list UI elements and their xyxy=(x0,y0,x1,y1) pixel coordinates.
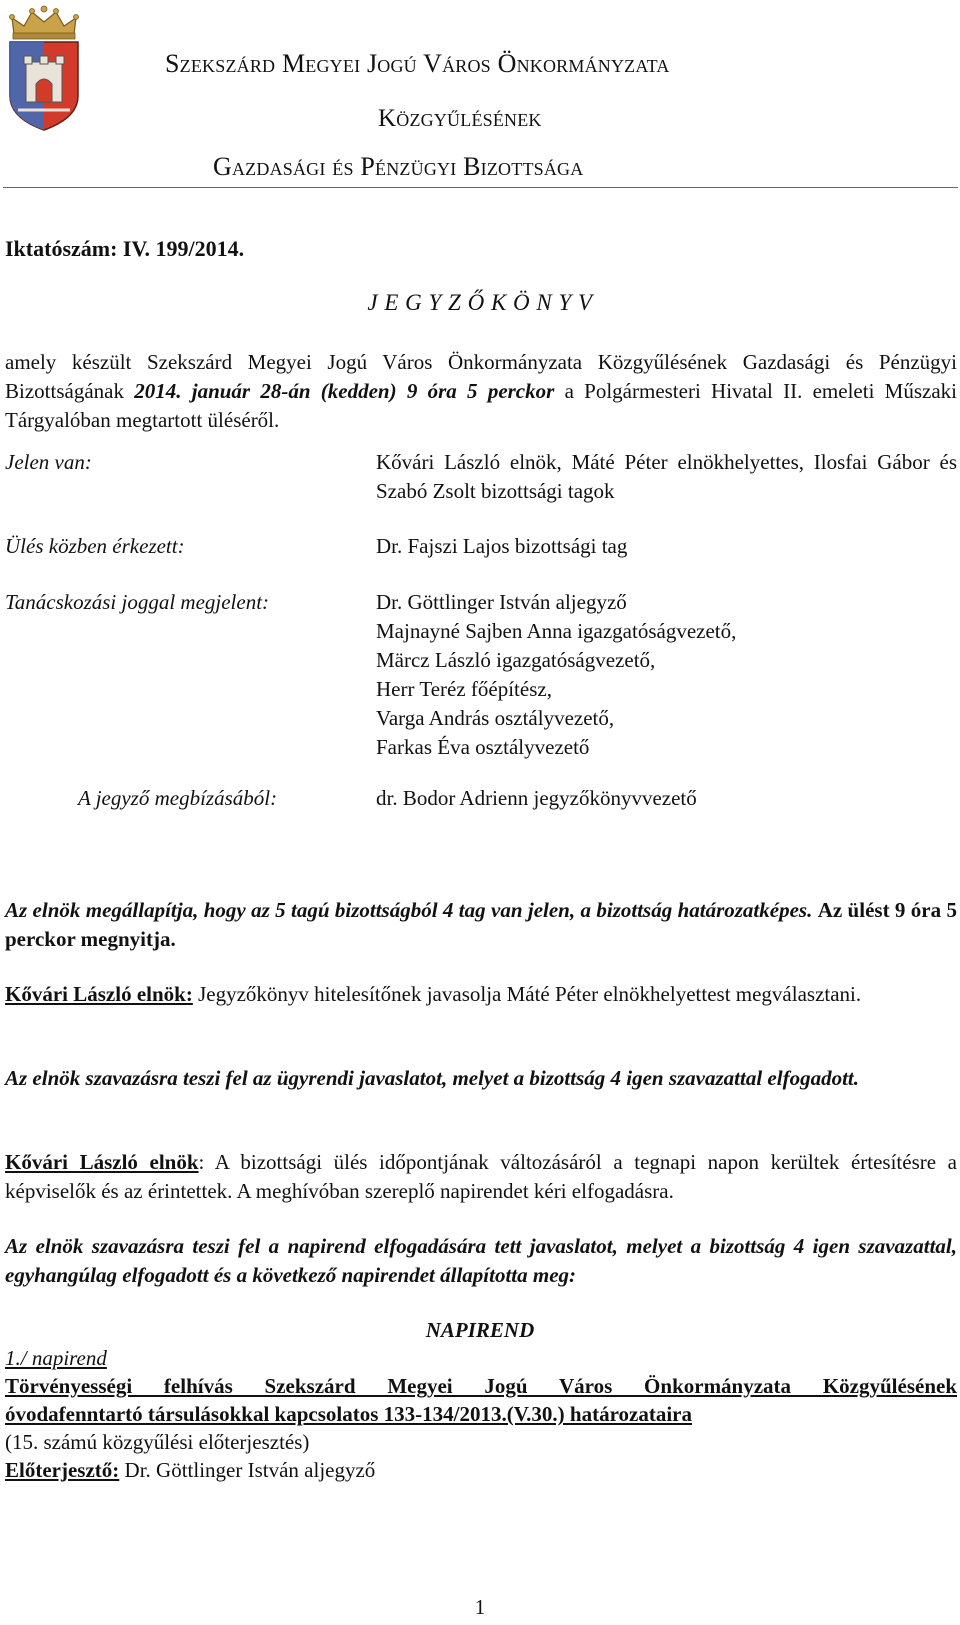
present-label: Jelen van: xyxy=(5,450,92,474)
present-value: Kővári László elnök, Máté Péter elnökhelyettes, Ilosfai Gábor és Szabó Zsolt bizottsági tagok xyxy=(376,450,957,503)
presenter-name: Dr. Göttlinger István aljegyző xyxy=(119,1458,376,1482)
chair-paragraph-2 xyxy=(5,1148,957,1206)
presenter-label: Előterjesztő: xyxy=(5,1458,120,1482)
page-number: 1 xyxy=(474,1595,486,1619)
advisory-item: Varga András osztályvezető, xyxy=(376,706,615,730)
agenda-item-title-line-1: Törvényességi felhívás Szekszárd Megyei Jogú Város Önkormányzata Közgyűlésének xyxy=(5,1374,957,1398)
meeting-date: 2014. január 28-án (kedden) 9 óra 5 perckor xyxy=(134,379,555,403)
agenda-item-number: 1./ napirend xyxy=(5,1346,107,1370)
advisory-list xyxy=(376,588,957,762)
agenda-heading: NAPIREND xyxy=(425,1318,535,1342)
advisory-item: Farkas Éva osztályvezető xyxy=(376,735,590,759)
arrived-label: Ülés közben érkezett: xyxy=(5,534,185,558)
notary-label: A jegyző megbízásából: xyxy=(78,786,278,810)
header-line-1: Szekszárd Megyei Jogú Város Önkormányzata xyxy=(165,49,670,78)
notary-value: dr. Bodor Adrienn jegyzőkönyvvezető xyxy=(376,786,697,810)
advisory-item: Herr Teréz főépítész, xyxy=(376,677,552,701)
arrived-value: Dr. Fajszi Lajos bizottsági tag xyxy=(376,534,628,558)
advisory-label: Tanácskozási joggal megjelent: xyxy=(5,590,270,614)
header-line-2: Közgyűlésének xyxy=(378,105,542,132)
agenda-item-reference: (15. számú közgyűlési előterjesztés) xyxy=(5,1430,310,1454)
agenda-item-title-line-2: óvodafenntartó társulásokkal kapcsolatos 133-134/2013.(V.30.) határozataira xyxy=(5,1402,692,1426)
speaker-name: Kővári László elnök xyxy=(5,1150,199,1174)
coat-of-arms-icon xyxy=(4,4,84,132)
header-line-3: Gazdasági és Pénzügyi Bizottsága xyxy=(213,152,584,181)
advisory-item: Dr. Göttlinger István aljegyző xyxy=(376,590,627,614)
quorum-paragraph xyxy=(5,896,957,954)
registration-number: Iktatószám: IV. 199/2014. xyxy=(5,236,245,261)
chair-paragraph-1 xyxy=(5,980,957,1009)
header-divider xyxy=(3,187,958,188)
speaker-text: Jegyzőkönyv hitelesítőnek javasolja Máté Péter elnökhelyettest megválasztani. xyxy=(192,982,862,1006)
document-title: J E G Y Z Ő K Ö N Y V xyxy=(367,290,593,315)
advisory-item: Majnayné Sajben Anna igazgatóságvezető, xyxy=(376,619,737,643)
intro-paragraph xyxy=(5,348,957,435)
intro-text-2: a Polgármesteri Hivatal II. emeleti Műszaki Tárgyalóban megtartott üléséről. xyxy=(5,379,957,432)
speaker-name: Kővári László elnök: xyxy=(5,982,193,1006)
opening-text: Az ülést 9 óra 5 perckor megnyitja. xyxy=(5,898,957,951)
speaker-text: : A bizottsági ülés időpontjának változásáról a tegnapi napon kerültek értesítésre a képviselők és az érintettek. A meghívóban szereplő napirendet kéri elfogadásra. xyxy=(5,1150,957,1203)
advisory-item: Märcz László igazgatóságvezető, xyxy=(376,648,656,672)
quorum-text: Az elnök megállapítja, hogy az 5 tagú bizottságból 4 tag van jelen, a bizottság határozatképes. xyxy=(5,898,818,922)
agenda-presenter xyxy=(5,1456,375,1485)
vote-paragraph-1: Az elnök szavazásra teszi fel az ügyrendi javaslatot, melyet a bizottság 4 igen szavazattal elfogadott. xyxy=(5,1066,859,1090)
vote-paragraph-2: Az elnök szavazásra teszi fel a napirend elfogadására tett javaslatot, melyet a bizottság 4 igen szavazattal, egyhangúlag elfogadott és a következő napirendet állapította meg: xyxy=(5,1234,957,1287)
intro-text-1: amely készült Szekszárd Megyei Jogú Város Önkormányzata Közgyűlésének Gazdasági és Pénzügyi Bizottságának xyxy=(5,350,957,403)
